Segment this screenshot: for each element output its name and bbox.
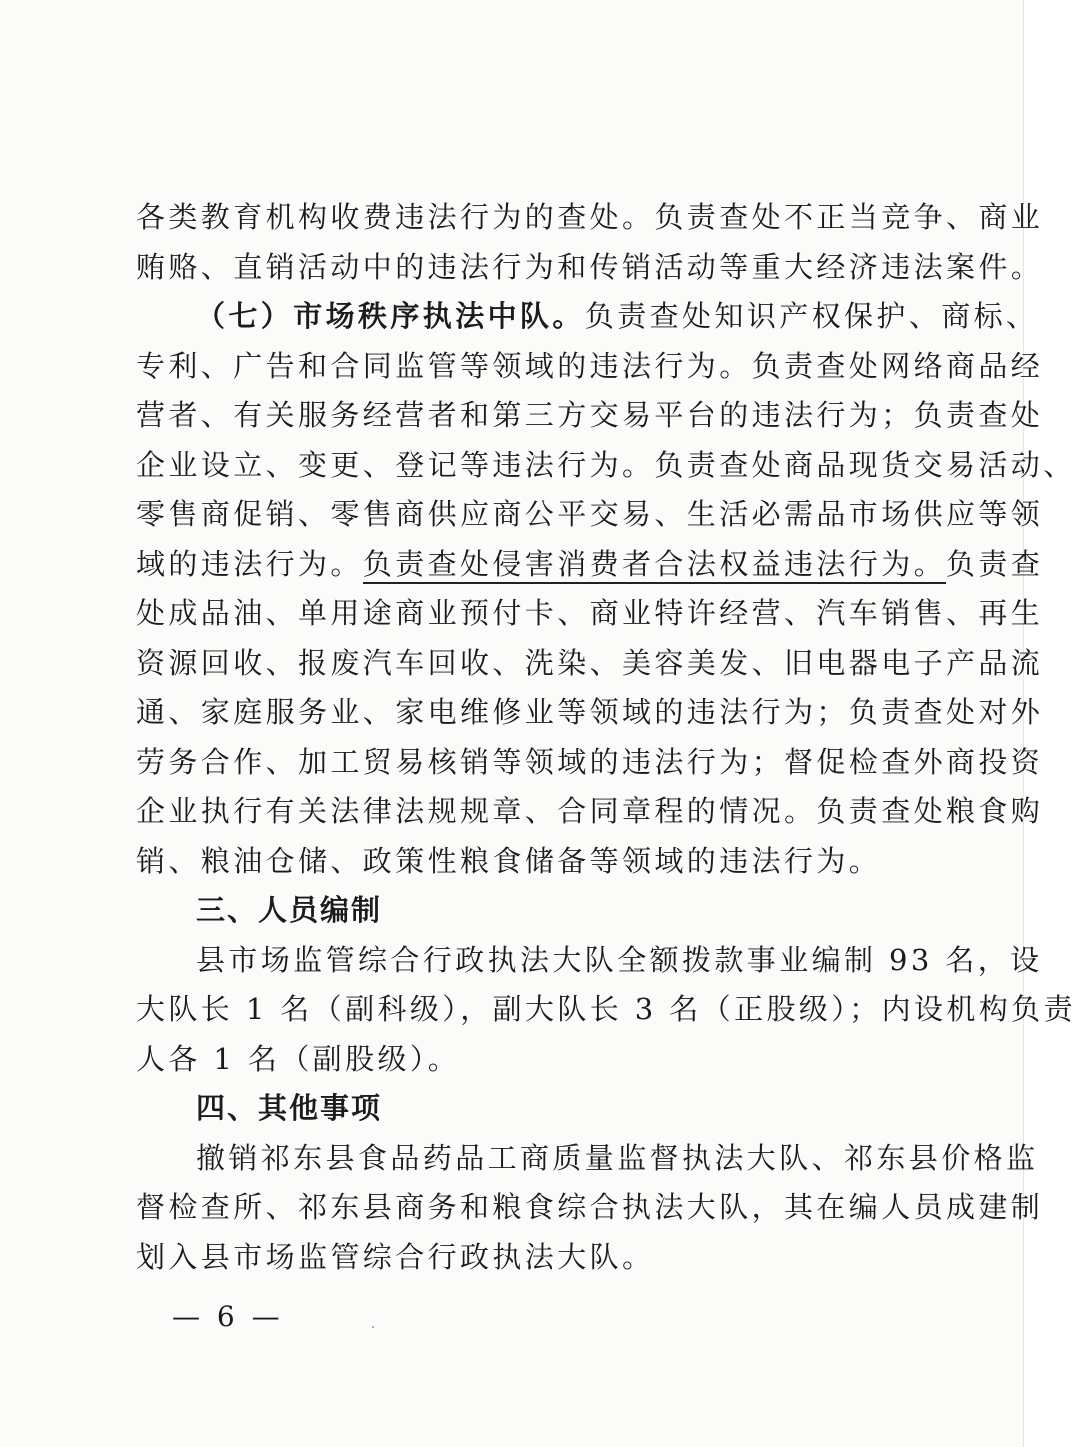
underlined-text: 负责查处侵害消费者合法权益违法行为。 <box>363 547 946 584</box>
text-line: 企业设立、变更、登记等违法行为。负责查处商品现货交易活动、 <box>136 447 1076 482</box>
text-line: 撤销祁东县食品药品工商质量监督执法大队、祁东县价格监 <box>196 1140 1039 1175</box>
text-segment: 域的违法行为。 <box>136 546 363 581</box>
section-text: 负责查处知识产权保护、商标、 <box>584 299 1039 333</box>
text-line: 大队长 1 名（副科级），副大队长 3 名（正股级）；内设机构负责 <box>136 992 1076 1026</box>
document-body <box>136 193 1076 1282</box>
text-segment: 负责查 <box>946 546 1044 581</box>
page-number: — 6 — <box>172 1300 284 1333</box>
text-line: 专利、广告和合同监管等领域的违法行为。负责查处网络商品经 <box>136 348 1044 383</box>
text-line <box>136 540 1044 590</box>
section-heading: 四、其他事项 <box>196 1091 383 1125</box>
text-line: 划入县市场监管综合行政执法大队。 <box>136 1239 655 1274</box>
text-line: 营者、有关服务经营者和第三方交易平台的违法行为；负责查处 <box>136 398 1044 432</box>
text-line: 资源回收、报废汽车回收、洗染、美容美发、旧电器电子产品流 <box>136 645 1044 680</box>
section-line <box>136 292 1039 342</box>
text-line: 通、家庭服务业、家电维修业等领域的违法行为；负责查处对外 <box>136 695 1044 729</box>
text-line: 县市场监管综合行政执法大队全额拨款事业编制 93 名，设 <box>196 942 1043 977</box>
section-heading: （七）市场秩序执法中队。 <box>196 299 585 333</box>
text-line: 劳务合作、加工贸易核销等领域的违法行为；督促检查外商投资 <box>136 744 1044 779</box>
text-line: 人各 1 名（副股级）。 <box>136 1041 461 1076</box>
text-line: 零售商促销、零售商供应商公平交易、生活必需品市场供应等领 <box>136 497 1044 531</box>
text-line: 贿赂、直销活动中的违法行为和传销活动等重大经济违法案件。 <box>136 249 1044 284</box>
text-line: 销、粮油仓储、政策性粮食储备等领域的违法行为。 <box>136 843 882 878</box>
text-line: 处成品油、单用途商业预付卡、商业特许经营、汽车销售、再生 <box>136 596 1044 630</box>
text-line: 督检查所、祁东县商务和粮食综合执法大队，其在编人员成建制 <box>136 1190 1044 1224</box>
text-line: 企业执行有关法律法规规章、合同章程的情况。负责查处粮食购 <box>136 794 1044 828</box>
section-heading: 三、人员编制 <box>196 893 383 927</box>
scan-speck <box>372 1326 374 1328</box>
text-line: 各类教育机构收费违法行为的查处。负责查处不正当竞争、商业 <box>136 200 1044 234</box>
